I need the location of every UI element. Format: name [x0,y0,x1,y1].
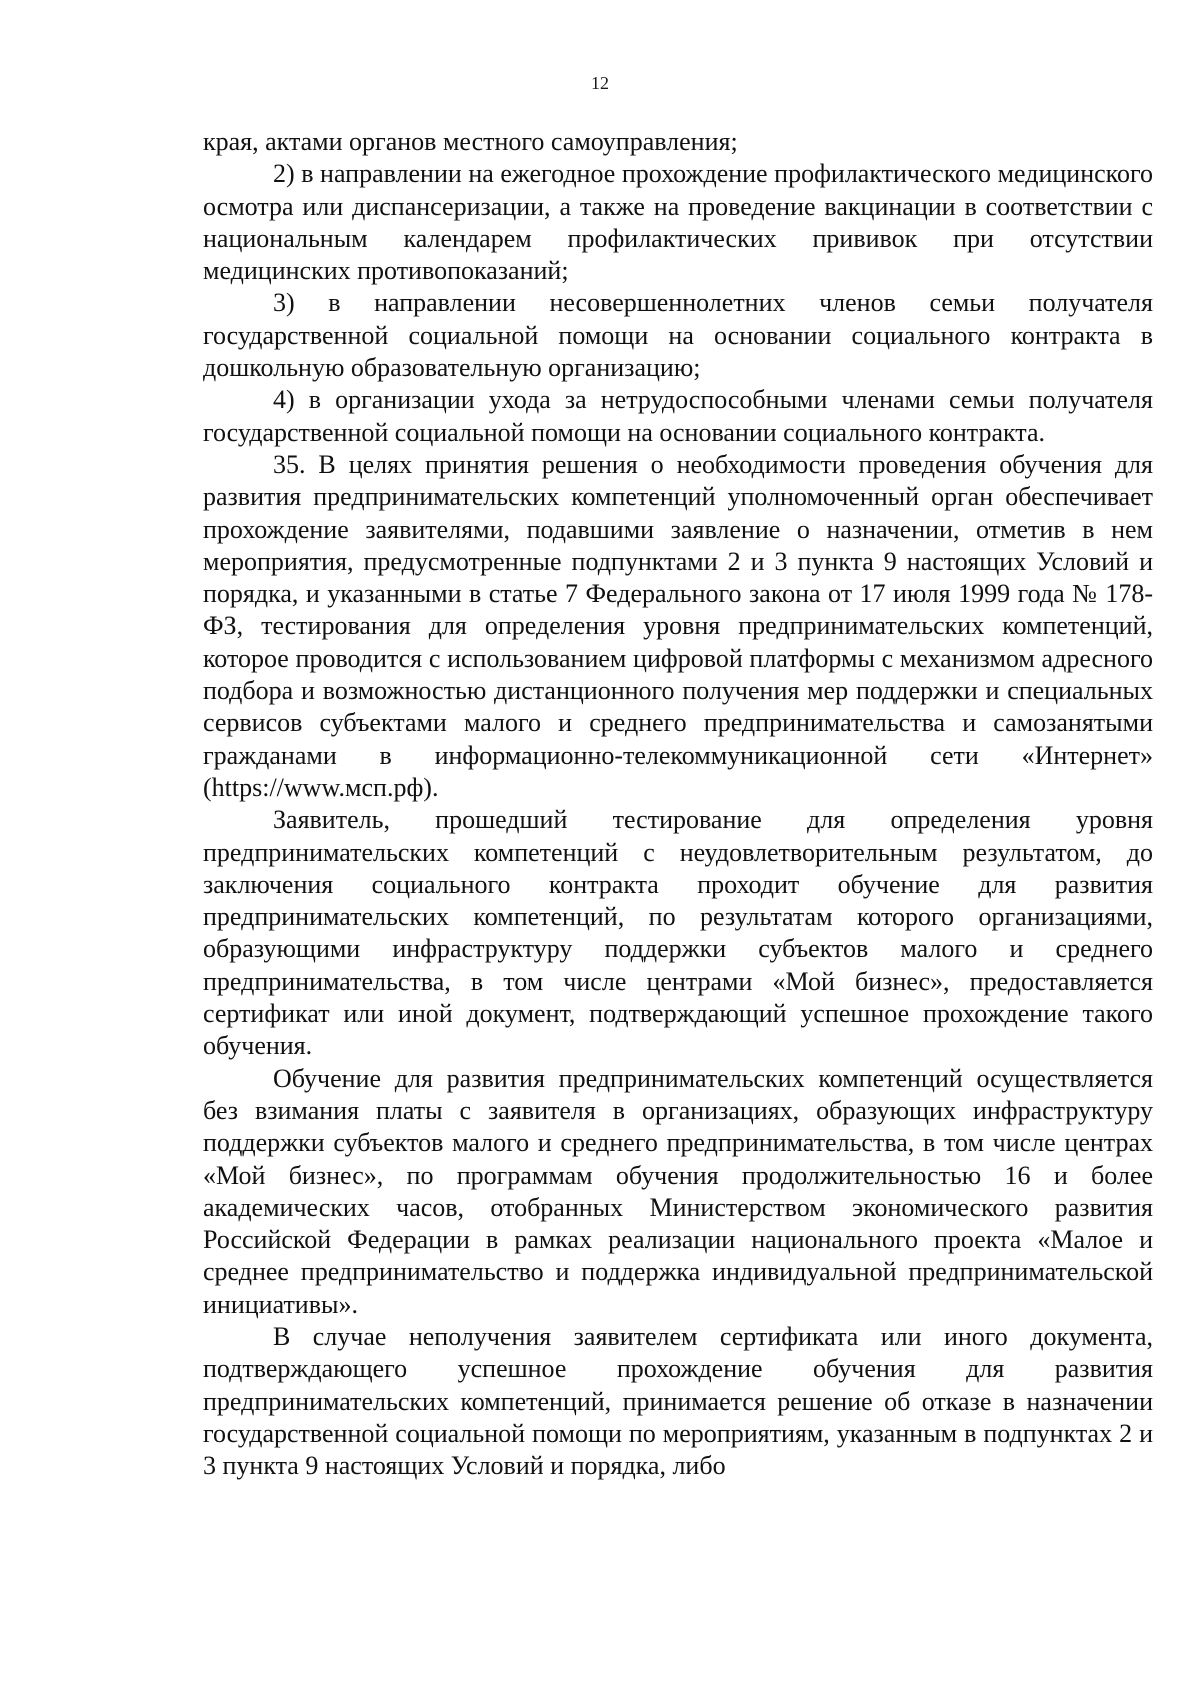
paragraph-continuation: края, актами органов местного самоуправления; [203,127,738,156]
paragraph-item-2: 2) в направлении на ежегодное прохождение профилактического медицинского осмотра или диспансеризации, а также на проведение вакцинации в соответствии с национальным календарем профилактических прививок при отсутствии медицинских противопоказаний; [203,159,1153,286]
paragraph-item-4: 4) в организации ухода за нетрудоспособными членами семьи получателя государственной социальной помощи на основании социального контракта. [203,385,1153,447]
page-number: 12 [591,73,609,93]
paragraph-training-terms: Обучение для развития предпринимательских компетенций осуществляется без взимания платы с заявителя в организациях, образующих инфраструктуру поддержки субъектов малого и среднего предпринимательства, в том числе центрах «Мой бизнес», по программам обучения продолжительностью 16 и более академических часов, отобранных Министерством экономического развития Российской Федерации в рамках реализации национального проекта «Малое и среднее предпринимательство и поддержка индивидуальной предпринимательской инициативы». [203,1063,1153,1319]
paragraph-clause-35: 35. В целях принятия решения о необходимости проведения обучения для развития предпринимательских компетенций уполномоченный орган обеспечивает прохождение заявителями, подавшими заявление о назначении, отметив в нем мероприятия, предусмотренные подпунктами 2 и 3 пункта 9 настоящих Условий и порядка, и указанными в статье 7 Федерального закона от 17 июля 1999 года № 178-ФЗ, тестирования для определения уровня предпринимательских компетенций, которое проводится с использованием цифровой платформы с механизмом адресного подбора и возможностью дистанционного получения мер поддержки и специальных сервисов субъектами малого и среднего предпринимательства и самозанятыми гражданами в информационно-телекоммуникационной сети «Интернет» (https://www.мсп.рф). [203,449,1153,802]
paragraph-item-3: 3) в направлении несовершеннолетних членов семьи получателя государственной социальной помощи на основании социального контракта в дошкольную образовательную организацию; [203,288,1153,383]
paragraph-applicant-testing: Заявитель, прошедший тестирование для определения уровня предпринимательских компетенций с неудовлетворительным результатом, до заключения социального контракта проходит обучение для развития предпринимательских компетенций, по результатам которого организациями, образующими инфраструктуру поддержки субъектов малого и среднего предпринимательства, в том числе центрами «Мой бизнес», предоставляется сертификат или иной документ, подтверждающий успешное прохождение такого обучения. [203,805,1153,1061]
paragraph-refusal-case: В случае неполучения заявителем сертификата или иного документа, подтверждающего успешное прохождение обучения для развития предпринимательских компетенций, принимается решение об отказе в назначении государственной социальной помощи по мероприятиям, указанным в подпунктах 2 и 3 пункта 9 настоящих Условий и порядка, либо [203,1321,1153,1481]
document-body [203,126,1153,1482]
